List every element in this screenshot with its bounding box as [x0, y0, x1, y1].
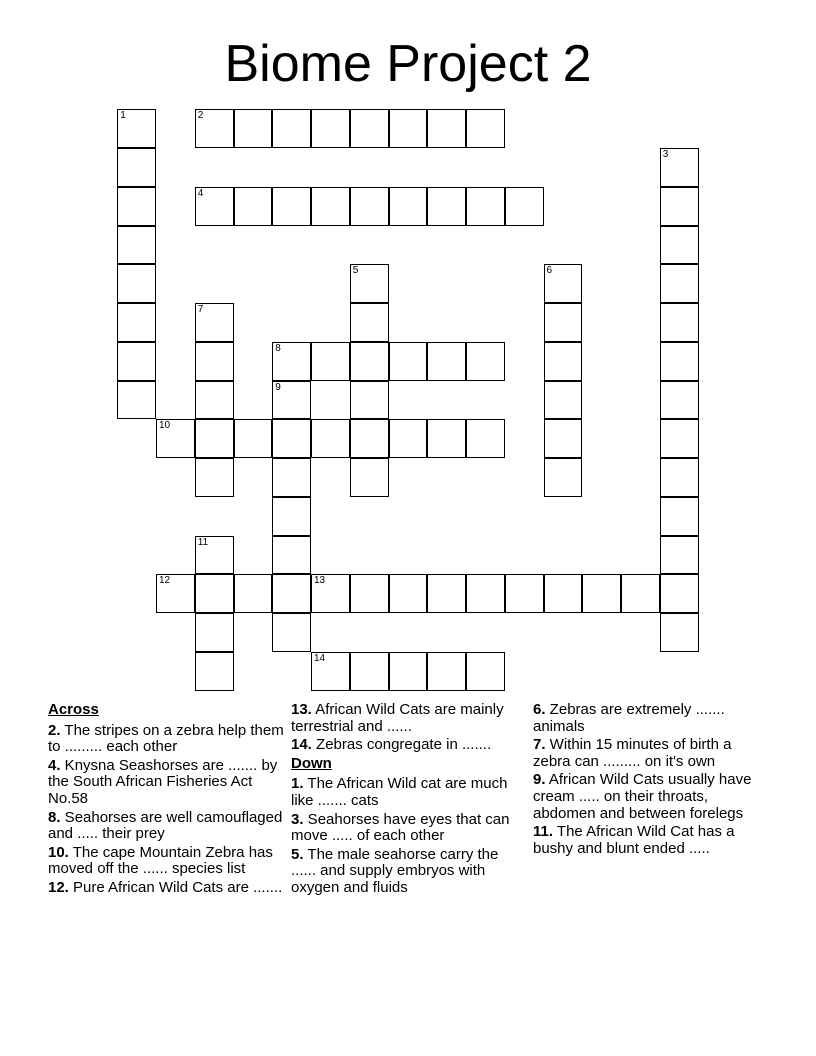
grid-cell[interactable] [350, 109, 389, 148]
clue-text: Within 15 minutes of birth a zebra can ......... on it's own [533, 736, 732, 770]
grid-cell[interactable] [195, 419, 234, 458]
grid-cell[interactable] [660, 458, 699, 497]
grid-cell[interactable] [660, 381, 699, 420]
grid-cell[interactable] [117, 148, 156, 187]
grid-cell[interactable] [195, 536, 234, 575]
clue-number: 13 [314, 575, 326, 587]
grid-cell[interactable] [117, 303, 156, 342]
clue-number: 11. [533, 823, 554, 841]
grid-cell[interactable] [544, 303, 583, 342]
grid-cell[interactable] [350, 381, 389, 420]
clue-number: 2 [197, 110, 204, 122]
clue [48, 880, 284, 897]
grid-cell[interactable] [544, 264, 583, 303]
grid-cell[interactable] [466, 652, 505, 691]
clue-number: 6 [546, 265, 553, 277]
clue-number: 14. [291, 736, 312, 754]
clue [291, 702, 527, 735]
grid-cell[interactable] [544, 381, 583, 420]
grid-cell[interactable] [350, 187, 389, 226]
grid-cell[interactable] [660, 613, 699, 652]
page-title: Biome Project 2 [224, 35, 592, 93]
clue-text: African Wild Cats are mainly terrestrial and ...... [291, 701, 504, 735]
grid-cell[interactable] [660, 187, 699, 226]
grid-cell[interactable] [544, 574, 583, 613]
grid-cell[interactable] [272, 381, 311, 420]
grid-cell[interactable] [350, 652, 389, 691]
clue-text: The stripes on a zebra help them to ......... each other [48, 721, 284, 756]
grid-cell[interactable] [427, 187, 466, 226]
grid-cell[interactable] [195, 458, 234, 497]
grid-cell[interactable] [389, 419, 428, 458]
across-heading: Across [48, 701, 99, 718]
grid-cell[interactable] [311, 187, 350, 226]
clue-number: 6. [533, 701, 546, 718]
grid-cell[interactable] [389, 109, 428, 148]
clue [291, 847, 527, 897]
clue-number: 8 [275, 342, 281, 354]
clue-number: 7. [533, 736, 546, 754]
clue-number: 9 [275, 381, 281, 393]
clue-text: Zebras congregate in ....... [311, 736, 492, 754]
grid-cell[interactable] [660, 419, 699, 458]
grid-cell[interactable] [621, 574, 660, 613]
grid-cell[interactable] [427, 109, 466, 148]
grid-cell[interactable] [117, 381, 156, 420]
clue-text: Zebras are extremely ....... animals [533, 701, 725, 735]
clue-number: 10. [48, 843, 69, 861]
clue-text: The African Wild cat are much like ....... cats [291, 775, 508, 809]
grid-cell[interactable] [234, 419, 273, 458]
clue-number: 5. [291, 845, 304, 863]
clue-number: 1. [291, 775, 304, 793]
grid-cell[interactable] [195, 109, 234, 148]
clue-number: 3 [662, 149, 669, 160]
clue [533, 824, 769, 857]
clue [533, 702, 769, 735]
grid-cell[interactable] [389, 652, 428, 691]
grid-cell[interactable] [466, 187, 505, 226]
grid-cell[interactable] [311, 574, 350, 613]
grid-cell[interactable] [272, 109, 311, 148]
clues-column-1 [48, 702, 284, 899]
grid-cell[interactable] [272, 187, 311, 226]
clue [48, 845, 284, 878]
clue [533, 737, 769, 770]
grid-cell[interactable] [660, 148, 699, 187]
clue-number: 10 [159, 420, 171, 432]
down-heading: Down [291, 754, 332, 772]
grid-cell[interactable] [272, 536, 311, 575]
grid-cell[interactable] [272, 342, 311, 381]
grid-cell[interactable] [272, 574, 311, 613]
clue-number: 7 [197, 304, 204, 315]
grid-cell[interactable] [195, 303, 234, 342]
clue-number: 1 [120, 110, 126, 122]
grid-cell[interactable] [427, 652, 466, 691]
clue-number: 8. [48, 808, 61, 826]
grid-cell[interactable] [350, 419, 389, 458]
grid-cell[interactable] [195, 342, 234, 381]
grid-cell[interactable] [466, 419, 505, 458]
grid-cell[interactable] [544, 458, 583, 497]
grid-cell[interactable] [544, 342, 583, 381]
grid-cell[interactable] [350, 342, 389, 381]
grid-cell[interactable] [117, 226, 156, 265]
grid-cell[interactable] [195, 652, 234, 691]
grid-cell[interactable] [117, 264, 156, 303]
grid-cell[interactable] [660, 303, 699, 342]
grid-cell[interactable] [544, 419, 583, 458]
grid-cell[interactable] [195, 574, 234, 613]
clue-text: African Wild Cats usually have cream ..... on their throats, abdomen and between forelegs [533, 771, 752, 822]
grid-cell[interactable] [466, 342, 505, 381]
clue-number: 11 [197, 536, 209, 548]
grid-cell[interactable] [427, 342, 466, 381]
grid-cell[interactable] [660, 264, 699, 303]
clue [291, 776, 527, 809]
clue-text: The cape Mountain Zebra has moved off the ...... species list [48, 843, 273, 878]
clue [533, 772, 769, 822]
clue [48, 723, 284, 756]
grid-cell[interactable] [660, 536, 699, 575]
grid-cell[interactable] [311, 342, 350, 381]
clue-text: The African Wild Cat has a bushy and blunt ended ..... [533, 823, 735, 857]
grid-cell[interactable] [466, 109, 505, 148]
grid-cell[interactable] [311, 419, 350, 458]
grid-cell[interactable] [234, 109, 273, 148]
clue-number: 3. [291, 810, 304, 828]
clue-text: The male seahorse carry the ...... and supply embryos with oxygen and fluids [291, 845, 499, 896]
grid-cell[interactable] [466, 574, 505, 613]
clue-text: Pure African Wild Cats are ....... [68, 878, 283, 896]
grid-cell[interactable] [505, 187, 544, 226]
clue-number: 9. [533, 771, 546, 789]
clue-number: 13. [291, 701, 312, 718]
grid-cell[interactable] [311, 652, 350, 691]
grid-cell[interactable] [660, 574, 699, 613]
grid-cell[interactable] [117, 342, 156, 381]
grid-cell[interactable] [350, 264, 389, 303]
clue [291, 737, 527, 754]
grid-cell[interactable] [195, 613, 234, 652]
grid-cell[interactable] [234, 574, 273, 613]
grid-cell[interactable] [272, 497, 311, 536]
grid-cell[interactable] [272, 419, 311, 458]
grid-cell[interactable] [234, 187, 273, 226]
clue-number: 12. [48, 878, 69, 896]
clue-number: 4. [48, 756, 61, 774]
clue-number: 14 [314, 652, 326, 664]
grid-cell[interactable] [117, 109, 156, 148]
clues-column-3 [533, 702, 769, 859]
grid-cell[interactable] [117, 187, 156, 226]
grid-cell[interactable] [350, 458, 389, 497]
grid-cell[interactable] [350, 574, 389, 613]
clue [291, 812, 527, 845]
clue-text: Knysna Seashorses are ....... by the South African Fisheries Act No.58 [48, 756, 278, 807]
grid-cell[interactable] [350, 303, 389, 342]
grid-cell[interactable] [660, 226, 699, 265]
grid-cell[interactable] [427, 419, 466, 458]
clue-text: Seahorses are well camouflaged and ..... their prey [48, 808, 283, 843]
grid-cell[interactable] [660, 342, 699, 381]
clue-number: 12 [159, 575, 171, 587]
grid-cell[interactable] [195, 187, 234, 226]
grid-cell[interactable] [660, 497, 699, 536]
grid-cell[interactable] [311, 109, 350, 148]
grid-cell[interactable] [272, 458, 311, 497]
grid-cell[interactable] [156, 574, 195, 613]
clue-text: Seahorses have eyes that can move ..... of each other [291, 810, 510, 845]
grid-cell[interactable] [505, 574, 544, 613]
clue-number: 4 [197, 187, 204, 199]
clue [48, 758, 284, 808]
grid-cell[interactable] [389, 187, 428, 226]
clues-column-2 [291, 702, 527, 899]
clue [48, 810, 284, 843]
clue-number: 2. [48, 721, 61, 739]
grid-cell[interactable] [389, 342, 428, 381]
grid-cell[interactable] [156, 419, 195, 458]
clue-number: 5 [352, 265, 359, 277]
grid-cell[interactable] [272, 613, 311, 652]
grid-cell[interactable] [427, 574, 466, 613]
grid-cell[interactable] [582, 574, 621, 613]
grid-cell[interactable] [195, 381, 234, 420]
grid-cell[interactable] [389, 574, 428, 613]
